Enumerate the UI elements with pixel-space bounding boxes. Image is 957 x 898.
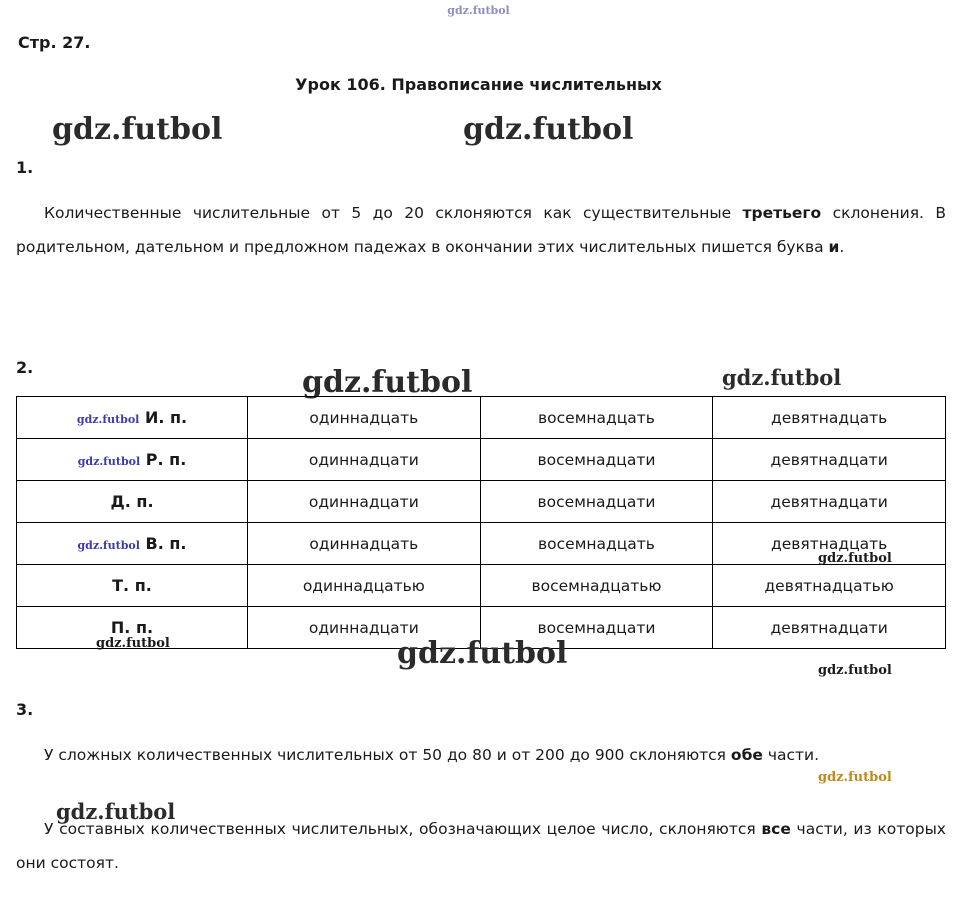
table-cell-value: одиннадцать bbox=[248, 523, 481, 565]
paragraph-1-bold-a: третьего bbox=[742, 204, 822, 222]
paragraph-1 bbox=[16, 196, 946, 264]
item-number-2: 2. bbox=[16, 358, 34, 377]
table-row bbox=[17, 397, 946, 439]
table-cell-value: восемнадцати bbox=[480, 481, 713, 523]
paragraph-3b-text-a: У составных количественных числительных, обозначающих целое число, склоняются bbox=[44, 820, 762, 838]
watermark-small-7: gdz.futbol bbox=[818, 770, 892, 785]
table-cell-case: Д. п. bbox=[17, 481, 248, 523]
case-label: Р. п. bbox=[145, 450, 187, 469]
page-number: Стр. 27. bbox=[18, 33, 91, 52]
watermark-large-3: gdz.futbol bbox=[302, 365, 473, 400]
page-title: Урок 106. Правописание числительных bbox=[295, 75, 662, 94]
table-cell-value: девятнадцати bbox=[713, 607, 946, 649]
watermark-cell-2: gdz.futbol bbox=[77, 455, 141, 468]
table-row bbox=[17, 439, 946, 481]
paragraph-1-bold-b: и bbox=[828, 238, 840, 256]
watermark-cell-3: gdz.futbol bbox=[77, 539, 140, 552]
table-cell-case: Т. п. bbox=[17, 565, 248, 607]
table-row bbox=[17, 481, 946, 523]
table-cell-value: восемнадцать bbox=[480, 523, 713, 565]
table-cell-value: одиннадцати bbox=[248, 607, 481, 649]
table-row bbox=[17, 565, 946, 607]
table-body bbox=[17, 397, 946, 649]
item-number-3: 3. bbox=[16, 700, 34, 719]
table-cell-value: восемнадцати bbox=[480, 439, 713, 481]
watermark-small-5: gdz.futbol bbox=[96, 636, 170, 651]
case-label: И. п. bbox=[144, 408, 188, 427]
watermark-small-4: gdz.futbol bbox=[818, 551, 892, 566]
paragraph-3b-text-b: части, из которых они состоят. bbox=[16, 820, 946, 872]
table-cell-value: восемнадцати bbox=[480, 607, 713, 649]
paragraph-1-text-c: . bbox=[839, 238, 845, 256]
table-cell-value: восемнадцатью bbox=[480, 565, 713, 607]
table-cell-value: девятнадцать bbox=[713, 397, 946, 439]
paragraph-3a-bold: обе bbox=[730, 746, 763, 764]
watermark-large-6: gdz.futbol bbox=[56, 799, 176, 824]
paragraph-3a-text-a: У сложных количественных числительных от 50 до 80 и от 200 до 900 склоняются bbox=[44, 746, 731, 764]
table-cell-case bbox=[17, 397, 248, 439]
table-cell-value: одиннадцати bbox=[248, 439, 481, 481]
declension-table bbox=[16, 396, 946, 649]
watermark-large-4: gdz.futbol bbox=[722, 365, 842, 390]
table-cell-value: девятнадцати bbox=[713, 439, 946, 481]
watermark-large-1: gdz.futbol bbox=[52, 112, 223, 147]
paragraph-1-text-a: Количественные числительные от 5 до 20 склоняются как существительные bbox=[44, 204, 743, 222]
table-cell-value: одиннадцатью bbox=[248, 565, 481, 607]
paragraph-3b-bold: все bbox=[761, 820, 791, 838]
paragraph-3b bbox=[16, 812, 946, 880]
watermark-cell-1: gdz.futbol bbox=[76, 413, 140, 426]
watermark-small-6: gdz.futbol bbox=[818, 663, 892, 678]
table-cell-value: восемнадцать bbox=[480, 397, 713, 439]
table-cell-value: девятнадцати bbox=[713, 481, 946, 523]
case-label: В. п. bbox=[145, 534, 187, 553]
watermark-top: gdz.futbol bbox=[447, 4, 510, 17]
table-cell-value: девятнадцать bbox=[713, 523, 946, 565]
table-cell-case: П. п. bbox=[17, 607, 248, 649]
table-cell-value: одиннадцать bbox=[248, 397, 481, 439]
table-cell-value: девятнадцатью bbox=[713, 565, 946, 607]
watermark-large-5: gdz.futbol bbox=[397, 636, 568, 671]
paragraph-1-text-b: склонения. В родительном, дательном и предложном падежах в окончании этих числительных пишется буква bbox=[16, 204, 946, 256]
table-cell-case bbox=[17, 439, 248, 481]
table-cell-case bbox=[17, 523, 248, 565]
table-row bbox=[17, 523, 946, 565]
item-number-1: 1. bbox=[16, 158, 34, 177]
watermark-large-2: gdz.futbol bbox=[463, 112, 634, 147]
paragraph-3a-text-b: части. bbox=[762, 746, 820, 764]
paragraph-3a bbox=[16, 738, 946, 772]
table-cell-value: одиннадцати bbox=[248, 481, 481, 523]
